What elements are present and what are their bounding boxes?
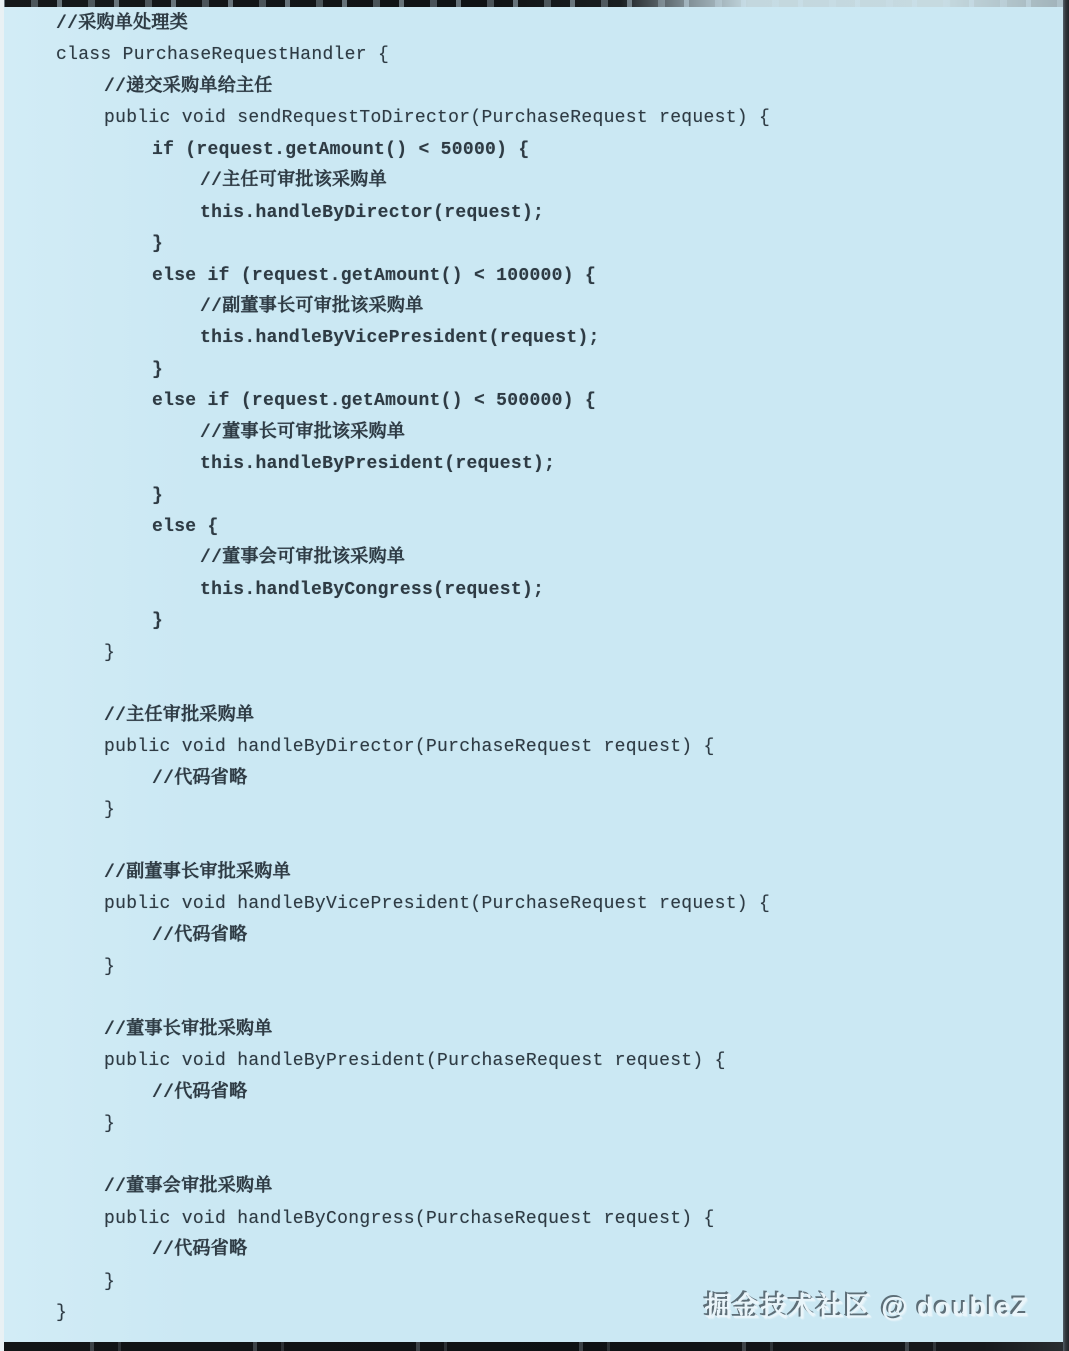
code-line: } — [152, 485, 164, 506]
code-blank-line — [0, 1141, 1063, 1172]
code-line: //董事长可审批该采购单 — [200, 422, 406, 443]
code-line: //董事会审批采购单 — [104, 1177, 273, 1198]
code-line: } — [104, 1114, 116, 1135]
code-line: this.handleByPresident(request); — [200, 454, 556, 475]
code-line: //主任可审批该采购单 — [200, 171, 387, 192]
code-line: public void handleByCongress(PurchaseRequest request) { — [104, 1208, 715, 1229]
code-line: else if (request.getAmount() < 100000) { — [152, 265, 597, 286]
code-line: } — [152, 359, 164, 380]
code-line: //代码省略 — [152, 1082, 248, 1103]
code-line: } — [152, 234, 164, 255]
code-line: } — [152, 611, 164, 632]
code-line: public void handleByDirector(PurchaseRequest request) { — [104, 737, 715, 758]
code-line: //副董事长审批采购单 — [104, 862, 291, 883]
code-line: //代码省略 — [152, 768, 248, 789]
left-page-edge — [0, 0, 4, 1351]
code-line: //副董事长可审批该采购单 — [200, 296, 424, 317]
code-line: class PurchaseRequestHandler { — [56, 45, 390, 66]
code-line: //代码省略 — [152, 925, 248, 946]
code-line: this.handleByVicePresident(request); — [200, 328, 600, 349]
top-crop-strip — [0, 0, 1069, 7]
code-line: //董事会可审批该采购单 — [200, 548, 406, 569]
code-line: } — [104, 799, 116, 820]
code-line: this.handleByDirector(request); — [200, 202, 545, 223]
code-line: else if (request.getAmount() < 500000) { — [152, 391, 597, 412]
code-line: } — [104, 642, 116, 663]
code-blank-line — [0, 984, 1063, 1015]
code-line: //董事长审批采购单 — [104, 1020, 273, 1040]
code-line: public void sendRequestToDirector(PurchaseRequest request) { — [104, 108, 771, 129]
code-blank-line — [0, 669, 1063, 700]
code-blank-line — [0, 826, 1063, 857]
code-line: } — [104, 957, 116, 978]
code-line: } — [56, 1302, 68, 1323]
code-line: //采购单处理类 — [56, 14, 189, 34]
code-line: //主任审批采购单 — [104, 705, 255, 726]
right-page-edge — [1063, 0, 1069, 1351]
code-line: if (request.getAmount() < 50000) { — [152, 139, 530, 160]
code-line: public void handleByVicePresident(PurchaseRequest request) { — [104, 894, 771, 915]
code-line: this.handleByCongress(request); — [200, 579, 545, 600]
code-line: else { — [152, 517, 219, 537]
watermark: 掘金技术社区 @ doubleZ — [704, 1292, 1029, 1322]
code-line: } — [104, 1271, 116, 1292]
code-line: public void handleByPresident(PurchaseRequest request) { — [104, 1051, 726, 1072]
code-line: //递交采购单给主任 — [104, 76, 273, 97]
code-listing — [0, 9, 1063, 1329]
bottom-crop-strip — [0, 1342, 1069, 1351]
code-line: //代码省略 — [152, 1240, 248, 1261]
